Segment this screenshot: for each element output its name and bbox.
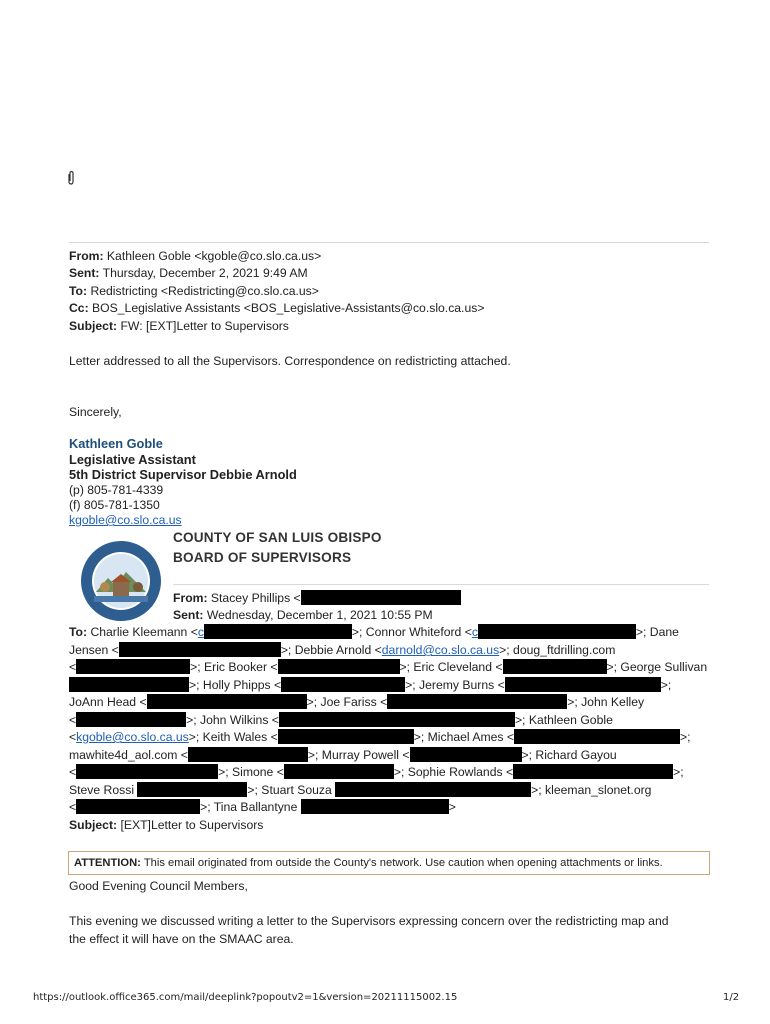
fwd-cc-row: Cc: BOS_Legislative Assistants <BOS_Legislative-Assistants@co.slo.ca.us> [69,301,485,315]
fwd-from-row: From: Kathleen Goble <kgoble@co.slo.ca.us> [69,249,322,263]
fwd-to-row: To: Redistricting <Redistricting@co.slo.ca.us> [69,284,319,298]
orig-to-row: >; Holly Phipps < >; Jeremy Burns < >; [69,677,671,694]
closing: Sincerely, [69,405,122,419]
paperclip-icon [66,170,76,186]
redaction [76,712,186,727]
redaction [514,729,680,744]
orig-to-row: < >; John Wilkins < >; Kathleen Goble [69,713,613,727]
external-warning-banner: ATTENTION: This email originated from outside the County's network. Use caution when opening attachments or links. [68,851,710,875]
orig-to-row: mawhite4d_aol.com < >; Murray Powell < >; Richard Gayou [69,748,617,762]
orig-sent-row: Sent: Wednesday, December 1, 2021 10:55 PM [173,608,433,622]
redaction [505,677,661,692]
signature-office: 5th District Supervisor Debbie Arnold [69,467,297,482]
redaction [301,590,461,605]
redaction [278,659,400,674]
orig-to-row: To: Charlie Kleemann <c >; Connor Whiteford <c >; Dane [69,625,679,639]
orig-from-row: From: Stacey Phillips < [173,590,461,607]
signature-fax: (f) 805-781-1350 [69,498,160,512]
page-number: 1/2 [723,992,740,1003]
redaction [513,764,673,779]
redaction [387,694,567,709]
redaction [137,782,247,797]
board-name: BOARD OF SUPERVISORS [173,550,352,565]
orig-to-row: < >; Eric Booker < >; Eric Cleveland < >; George Sullivan [69,660,708,674]
redaction [119,642,281,657]
redaction [281,677,405,692]
orig-to-row: JoAnn Head < >; Joe Fariss < >; John Kelley [69,695,645,709]
redaction [278,729,414,744]
redaction [478,624,636,639]
orig-subject-row: Subject: [EXT]Letter to Supervisors [69,818,264,832]
redaction [279,712,515,727]
signature-email-link[interactable]: kgoble@co.slo.ca.us [69,513,182,527]
orig-to-row: Steve Rossi >; Stuart Souza >; kleeman_slonet.org [69,783,652,797]
body-paragraph-line: the effect it will have on the SMAAC area. [69,932,294,946]
redaction [335,782,531,797]
signature-name: Kathleen Goble [69,436,163,451]
redaction [503,659,607,674]
redaction [301,799,449,814]
signature-phone: (p) 805-781-4339 [69,483,164,497]
redaction [76,659,190,674]
greeting: Good Evening Council Members, [69,879,248,893]
redaction [147,694,307,709]
redaction [284,764,394,779]
orig-to-row: <kgoble@co.slo.ca.us>; Keith Wales < >; Michael Ames < >; [69,730,691,744]
orig-to-row: < >; Tina Ballantyne > [69,800,456,814]
fwd-subject-row: Subject: FW: [EXT]Letter to Supervisors [69,319,289,333]
redaction [204,624,352,639]
redaction [76,764,218,779]
email-link[interactable]: darnold@co.slo.ca.us [381,643,500,657]
redaction [76,799,200,814]
email-link[interactable]: c [471,625,478,639]
footer-url: https://outlook.office365.com/mail/deeplink?popoutv2=1&version=20211115002.15 [33,992,458,1003]
divider [69,242,709,243]
orig-to-row: Jensen < >; Debbie Arnold <darnold@co.slo.ca.us>; doug_ftdrilling.com [69,643,616,657]
fwd-sent-row: Sent: Thursday, December 2, 2021 9:49 AM [69,266,308,280]
email-link[interactable]: c [197,625,204,639]
orig-to-row: < >; Simone < >; Sophie Rowlands < >; [69,765,684,779]
county-seal-logo [80,540,162,622]
email-link[interactable]: kgoble@co.slo.ca.us [76,730,189,744]
redaction [69,677,189,692]
body-paragraph-line: This evening we discussed writing a letter to the Supervisors expressing concern over the redistricting map and [69,914,669,928]
redaction [188,747,308,762]
redaction [410,747,522,762]
intro-text: Letter addressed to all the Supervisors. Correspondence on redistricting attached. [69,354,511,368]
divider [173,584,709,585]
county-name: COUNTY OF SAN LUIS OBISPO [173,530,382,545]
signature-title: Legislative Assistant [69,452,196,467]
